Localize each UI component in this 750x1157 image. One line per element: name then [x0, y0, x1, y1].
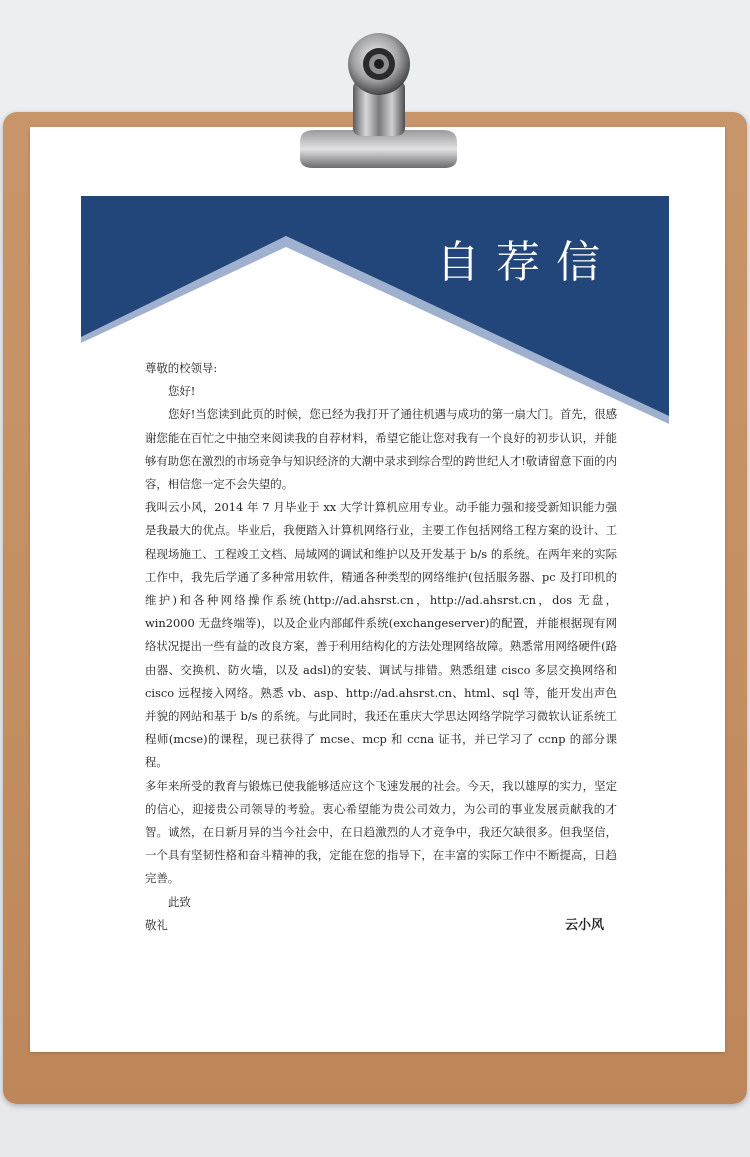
paragraph-conclusion: 多年来所受的教育与锻炼已使我能够适应这个飞速发展的社会。今天，我以雄厚的实力，坚定的信心，迎接贵公司领导的考验。衷心希望能为贵公司效力，为公司的事业发展贡献我的才智。诚然，在日新月异的当今社会中，在日趋激烈的人才竞争中，我还欠缺很多。但我坚信，一个具有坚韧性格和奋斗精神的我，定能在您的指导下，在丰富的实际工作中不断提高，日趋完善。	[145, 778, 617, 886]
page-title: 自荐信	[436, 237, 616, 288]
greeting: 您好!	[168, 384, 196, 399]
salutation: 尊敬的校领导:	[145, 361, 218, 375]
binder-clip-icon	[296, 24, 461, 170]
paragraph-intro: 您好!当您读到此页的时候，您已经为我打开了通往机遇与成功的第一扇大门。首先，很感谢您能在百忙之中抽空来阅读我的自荐材料，希望它能让您对我有一个良好的初步认识，并能够有助您在激烈的市场竞争与知识经济的大潮中录求到综合型的跨世纪人才!敬请留意下面的内容，相信您一定不会失望的。	[145, 407, 617, 492]
closing: 此致	[168, 894, 191, 909]
signature: 云小风	[565, 918, 605, 933]
regards: 敬礼	[145, 917, 168, 932]
letter-paper	[30, 127, 725, 1052]
letter-body	[145, 357, 617, 937]
paragraph-experience: 我叫云小风，2014 年 7 月毕业于 xx 大学计算机应用专业。动手能力强和接受新知识能力强是我最大的优点。毕业后，我便踏入计算机网络行业，主要工作包括网络工程方案的设计、工程现场施工、工程竣工文档、局域网的调试和维护以及开发基于 b/s 的系统。在两年来的实际工作中，我先后学通了多种常用软件，精通各种类型的网络维护(包括服务器、pc 及打印机的维护)和各种网络操作系统(http://ad.ahsrst.cn，http://ad.ahsrst.cn，dos 无盘，win2000 无盘终端等)，以及企业内部邮件系统(exchangeserver)的配置，并能根据现有网络状况提出一些有益的改良方案，善于利用结构化的方法处理网络故障。熟悉常用网络硬件(路由器、交换机、防火墙，以及 adsl)的安装、调试与排错。熟悉组建 cisco 多层交换网络和 cisco 远程接入网络。熟悉 vb、asp、http://ad.ahsrst.cn、html、sql 等，能开发出声色并貌的网站和基于 b/s 的系统。与此同时，我还在重庆大学思达网络学院学习微软认证系统工程师(mcse)的课程，现已获得了 mcse、mcp 和 ccna 证书，并已学习了 ccnp 的部分课程。	[145, 500, 617, 770]
